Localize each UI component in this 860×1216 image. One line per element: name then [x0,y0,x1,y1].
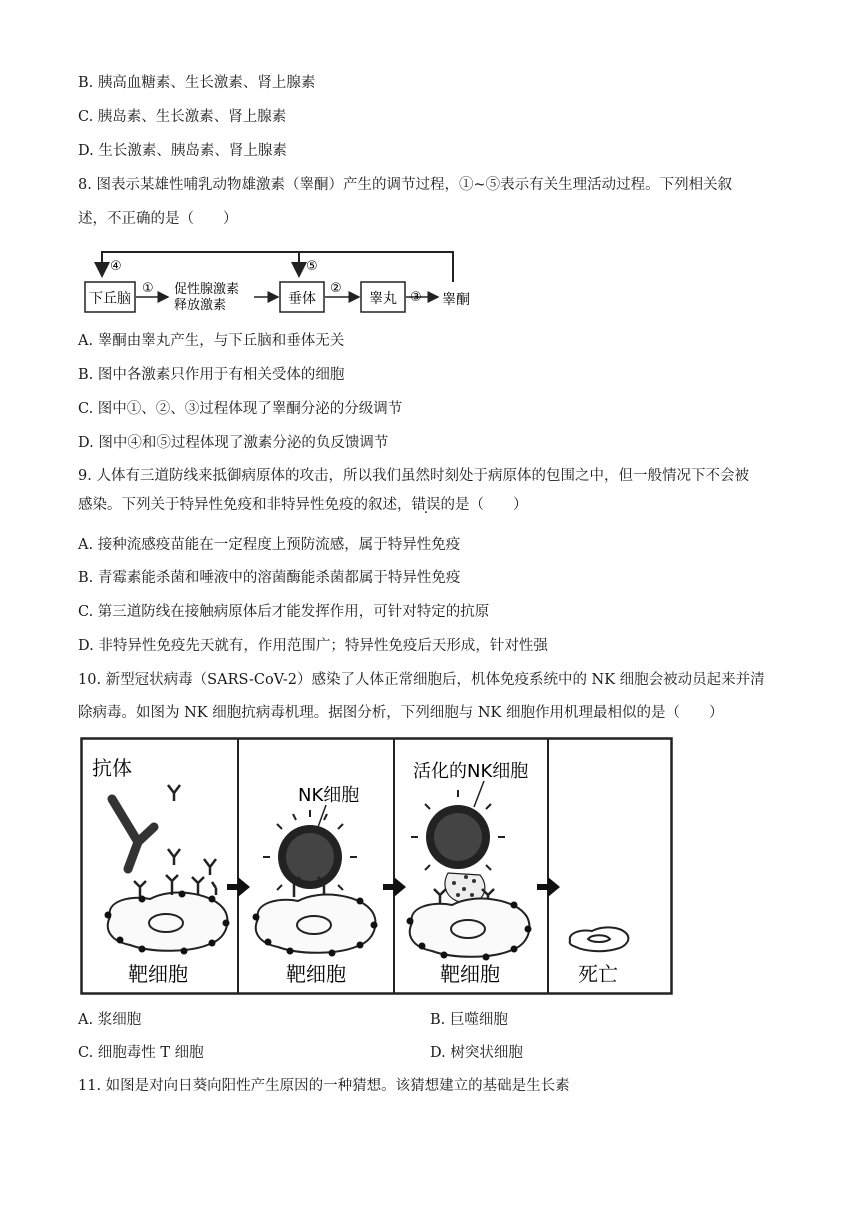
marker-2: ② [330,281,342,296]
target-cell-label-1: 靶细胞 [128,962,188,986]
nk-cell-mechanism-figure [80,737,674,997]
figure-frame [82,739,672,994]
target-cell-label-3: 靶细胞 [440,962,500,986]
marker-4: ④ [110,259,122,274]
q10-stem-line2: 除病毒。如图为 NK 细胞抗病毒机理。据图分析，下列细胞与 NK 细胞作用机理最相似的是（ ） [78,705,724,721]
q10-option-c: C. 细胞毒性 T 细胞 [78,1045,204,1061]
q9-stem-line1: 9. 人体有三道防线来抵御病原体的攻击，所以我们虽然时刻处于病原体的包围之中，但一般情况下不会被 [78,468,749,484]
q9-option-d: D. 非特异性免疫先天就有，作用范围广；特异性免疫后天形成，针对性强 [78,638,548,654]
q9-emphasis-word: 错误 [411,497,441,513]
marker-5: ⑤ [306,259,318,274]
q10-option-a: A. 浆细胞 [78,1012,142,1028]
testis-label: 睾丸 [369,291,397,307]
q7-option-b: B. 胰高血糖素、生长激素、肾上腺素 [78,75,316,91]
q9-stem-line2 [78,495,528,515]
q8-option-d: D. 图中④和⑤过程体现了激素分泌的负反馈调节 [78,435,389,451]
feedback-arrow-4 [102,252,453,282]
q8-option-a: A. 睾酮由睾丸产生，与下丘脑和垂体无关 [78,333,345,349]
q8-option-b: B. 图中各激素只作用于有相关受体的细胞 [78,367,345,383]
q8-option-c: C. 图中①、②、③过程体现了睾酮分泌的分级调节 [78,401,403,417]
q7-option-d: D. 生长激素、胰岛素、肾上腺素 [78,143,287,159]
q8-stem-line2: 述，不正确的是（ ） [78,211,238,227]
q9-stem-part-b: 的是（ ） [440,497,528,513]
gnrh-label-line1: 促性腺激素 [174,282,240,297]
activated-nk-cell-label: 活化的NK细胞 [413,761,529,782]
hypothalamus-label: 下丘脑 [89,291,131,307]
pituitary-label: 垂体 [288,291,316,307]
marker-3: ③ [410,290,422,305]
q10-stem-line1: 10. 新型冠状病毒（SARS-CoV-2）感染了人体正常细胞后，机体免疫系统中的 NK 细胞会被动员起来并清 [78,672,765,688]
nk-cell-label: NK细胞 [298,785,360,806]
q10-option-d: D. 树突状细胞 [430,1045,523,1061]
gnrh-label-line2: 释放激素 [174,298,227,313]
q11-stem-line1: 11. 如图是对向日葵向阳性产生原因的一种猜想。该猜想建立的基础是生长素 [78,1078,570,1094]
q8-stem-line1: 8. 图表示某雄性哺乳动物雄激素（睾酮）产生的调节过程，①~⑤表示有关生理活动过程。下列相关叙 [78,177,733,193]
q9-stem-part-a: 感染。下列关于特异性免疫和非特异性免疫的叙述， [78,497,412,513]
target-cell-label-2: 靶细胞 [286,962,346,986]
hormone-regulation-diagram [80,246,480,318]
q9-option-b: B. 青霉素能杀菌和唾液中的溶菌酶能杀菌都属于特异性免疫 [78,570,461,586]
q10-option-b: B. 巨噬细胞 [430,1012,508,1028]
death-label: 死亡 [578,962,618,986]
marker-1: ① [142,281,154,296]
q9-option-c: C. 第三道防线在接触病原体后才能发挥作用，可针对特定的抗原 [78,604,490,620]
antibody-label: 抗体 [92,756,132,780]
q7-option-c: C. 胰岛素、生长激素、肾上腺素 [78,109,287,125]
q9-option-a: A. 接种流感疫苗能在一定程度上预防流感，属于特异性免疫 [78,537,461,553]
testosterone-label: 睾酮 [442,292,470,308]
